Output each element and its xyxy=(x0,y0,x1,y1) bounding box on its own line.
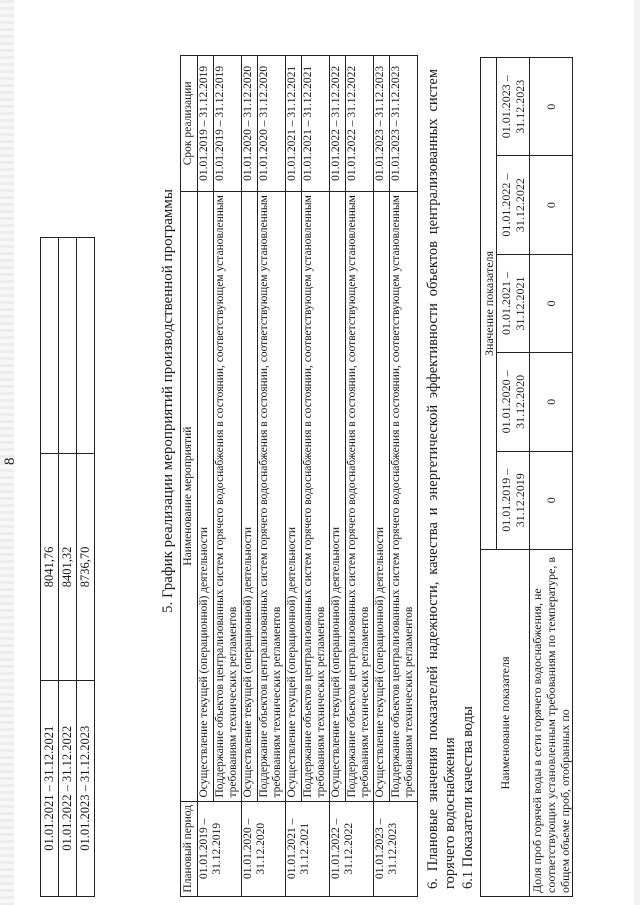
header-period: 01.01.2022 – 31.12.2022 xyxy=(497,156,530,254)
table-row xyxy=(77,238,95,897)
activity-cell: Осуществление текущей (операционной) деятельности xyxy=(198,191,214,801)
empty-cell xyxy=(77,238,95,454)
activity-cell: Осуществление текущей (операционной) деятельности xyxy=(286,191,302,801)
header-name: Наименование мероприятий xyxy=(181,191,198,801)
value-cell: 8041,76 xyxy=(41,454,59,680)
table-row xyxy=(530,58,573,897)
empty-cell xyxy=(59,238,77,454)
schedule-table xyxy=(180,55,418,897)
period-cell: 01.01.2021 – 31.12.2021 xyxy=(41,680,59,896)
page-number: 8 xyxy=(2,457,18,465)
header-indicator-name: Наименование показателя xyxy=(481,549,530,896)
top-values-table xyxy=(40,237,95,897)
activity-cell: Осуществление текущей (операционной) деятельности xyxy=(374,191,390,801)
table-row xyxy=(286,56,302,897)
activity-cell: Поддержание объектов централизованных систем горячего водоснабжения в состоянии, соответствующем установленным требованиям технических регламентов xyxy=(390,191,418,801)
value-cell: 8401,32 xyxy=(59,454,77,680)
empty-cell xyxy=(41,238,59,454)
table-row xyxy=(390,56,418,897)
water-quality-table xyxy=(480,57,573,897)
section5-title: 5. График реализации мероприятий производственной программы xyxy=(160,189,176,613)
value-cell: 0 xyxy=(530,254,573,352)
activity-cell: Поддержание объектов централизованных систем горячего водоснабжения в состоянии, соответствующем установленным требованиям технических регламентов xyxy=(346,191,374,801)
term-cell: 01.01.2019 – 31.12.2019 xyxy=(214,56,242,192)
indicator-name-cell: Доля проб горячей воды в сети горячего водоснабжения, не соответствующих установленным требованиям по температуре, в общем объеме проб, отобранных по xyxy=(530,549,573,896)
term-cell: 01.01.2021 – 31.12.2021 xyxy=(286,56,302,192)
term-cell: 01.01.2019 – 31.12.2019 xyxy=(198,56,214,192)
term-cell: 01.01.2020 – 31.12.2020 xyxy=(258,56,286,192)
table-row xyxy=(214,56,242,897)
activity-cell: Осуществление текущей (операционной) деятельности xyxy=(330,191,346,801)
header-value-group: Значение показателя xyxy=(481,58,497,550)
header-period: Плановый период xyxy=(181,801,198,896)
period-cell: 01.01.2023 – 31.12.2023 xyxy=(77,680,95,896)
activity-cell: Поддержание объектов централизованных систем горячего водоснабжения в состоянии, соответствующем установленным требованиям технических регламентов xyxy=(302,191,330,801)
header-period: 01.01.2019 – 31.12.2019 xyxy=(497,451,530,549)
table-row xyxy=(242,56,258,897)
term-cell: 01.01.2021 – 31.12.2021 xyxy=(302,56,330,192)
table-row xyxy=(41,238,59,897)
term-cell: 01.01.2022 – 31.12.2022 xyxy=(346,56,374,192)
value-cell: 0 xyxy=(530,353,573,451)
table-row xyxy=(346,56,374,897)
header-period: 01.01.2023 – 31.12.2023 xyxy=(497,58,530,156)
activity-cell: Поддержание объектов централизованных систем горячего водоснабжения в состоянии, соответствующем установленным требованиям технических регламентов xyxy=(214,191,242,801)
value-cell: 8736,70 xyxy=(77,454,95,680)
header-term: Срок реализации xyxy=(181,56,198,192)
period-cell: 01.01.2023 – 31.12.2023 xyxy=(374,801,418,896)
period-cell: 01.01.2022 – 31.12.2022 xyxy=(59,680,77,896)
table-row xyxy=(258,56,286,897)
header-period: 01.01.2020 – 31.12.2020 xyxy=(497,353,530,451)
section6-title: 6. Плановые значения показателей надежности, качества и энергетической эффективности объектов централизованных систем горячего водоснабжения xyxy=(425,69,458,889)
term-cell: 01.01.2023 – 31.12.2023 xyxy=(390,56,418,192)
value-cell: 0 xyxy=(530,156,573,254)
section6-subtitle: 6.1 Показатели качества воды xyxy=(460,706,476,889)
period-cell: 01.01.2022 – 31.12.2022 xyxy=(330,801,374,896)
value-cell: 0 xyxy=(530,451,573,549)
table-row xyxy=(198,56,214,897)
period-cell: 01.01.2021 – 31.12.2021 xyxy=(286,801,330,896)
activity-cell: Осуществление текущей (операционной) деятельности xyxy=(242,191,258,801)
table-row xyxy=(330,56,346,897)
header-period: 01.01.2021 – 31.12.2021 xyxy=(497,254,530,352)
value-cell: 0 xyxy=(530,58,573,156)
table-row xyxy=(59,238,77,897)
period-cell: 01.01.2019 – 31.12.2019 xyxy=(198,801,242,896)
table-row xyxy=(374,56,390,897)
activity-cell: Поддержание объектов централизованных систем горячего водоснабжения в состоянии, соответствующем установленным требованиям технических регламентов xyxy=(258,191,286,801)
term-cell: 01.01.2020 – 31.12.2020 xyxy=(242,56,258,192)
period-cell: 01.01.2020 – 31.12.2020 xyxy=(242,801,286,896)
term-cell: 01.01.2023 – 31.12.2023 xyxy=(374,56,390,192)
term-cell: 01.01.2022 – 31.12.2022 xyxy=(330,56,346,192)
table-row xyxy=(302,56,330,897)
